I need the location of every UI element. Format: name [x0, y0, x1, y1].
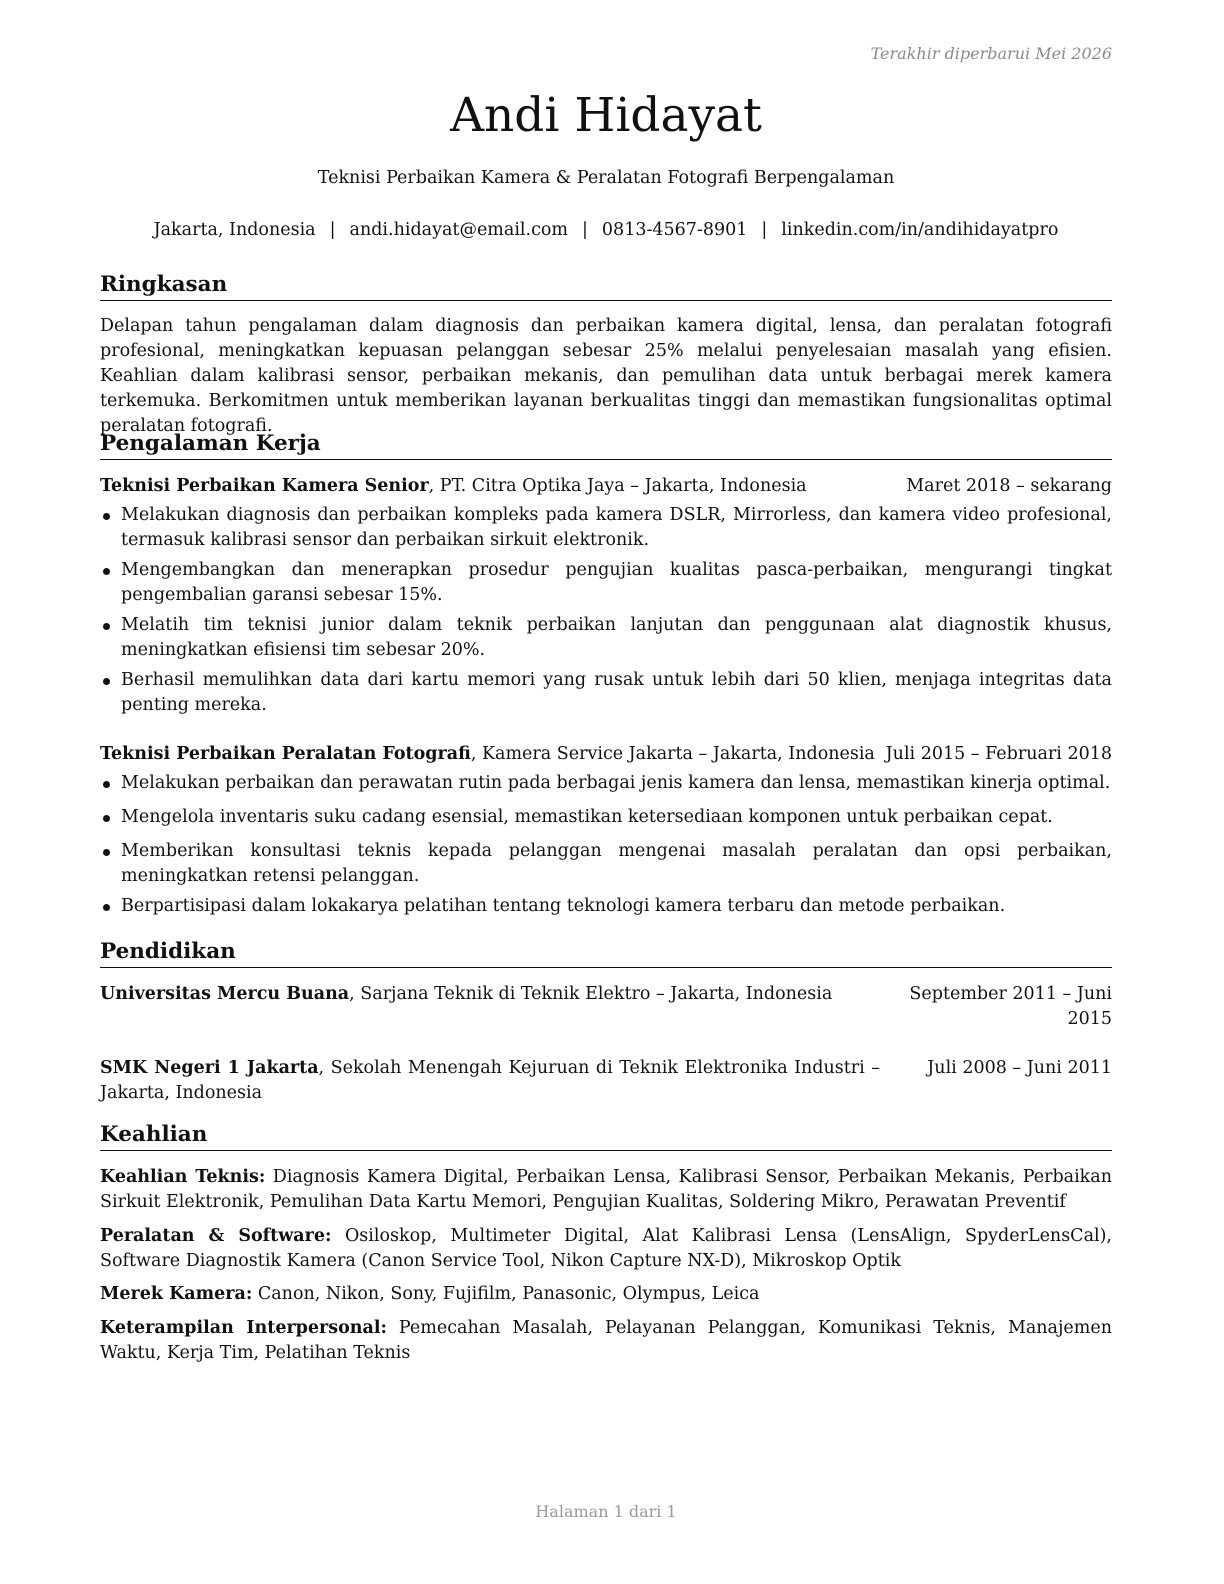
skill-label: Merek Kamera: [100, 1284, 253, 1304]
skill-text: Diagnosis Kamera Digital, Perbaikan Lensa, Kalibrasi Sensor, Perbaikan Mekanis, Perbaikan Sirkuit Elektronik, Pemulihan Data Kartu Memori, Pengujian Kualitas, Soldering Mikro, Perawatan Preventif [100, 1167, 1112, 1212]
last-updated: Terakhir diperbarui Mei 2026 [870, 44, 1112, 63]
job-role: Teknisi Perbaikan Peralatan Fotografi [100, 744, 471, 764]
job-title-line [100, 474, 807, 499]
skill-text: Pemecahan Masalah, Pelayanan Pelanggan, Komunikasi Teknis, Manajemen Waktu, Kerja Tim, Pelatihan Teknis [100, 1318, 1112, 1363]
education-dates: September 2011 – Juni 2015 [909, 984, 1112, 1029]
skill-text: Osiloskop, Multimeter Digital, Alat Kalibrasi Lensa (LensAlign, SpyderLensCal), Software Diagnostik Kamera (Canon Service Tool, Nikon Capture NX-D), Mikroskop Optik [100, 1226, 1112, 1271]
bullet-item: Memberikan konsultasi teknis kepada pelanggan mengenai masalah peralatan dan opsi perbaikan, meningkatkan retensi pelanggan. [100, 839, 1112, 889]
education-line [100, 982, 840, 1032]
candidate-name: Andi Hidayat [450, 88, 762, 143]
skill-group [100, 1165, 1112, 1215]
job-company: , Kamera Service Jakarta – Jakarta, Indonesia [470, 744, 875, 764]
contact-separator: | [329, 220, 336, 240]
contact-phone: 0813-4567-8901 [601, 220, 748, 240]
section-title-skills: Keahlian [100, 1121, 1112, 1151]
job-header [100, 742, 1112, 767]
skill-group [100, 1224, 1112, 1274]
section-title-education: Pendidikan [100, 938, 1112, 968]
job-bullets [100, 503, 1112, 718]
contact-location: Jakarta, Indonesia [153, 220, 316, 240]
bullet-item: Berpartisipasi dalam lokakarya pelatihan tentang teknologi kamera terbaru dan metode perbaikan. [100, 894, 1112, 919]
contact-linkedin[interactable]: linkedin.com/in/andihidayatpro [781, 220, 1059, 240]
skill-group [100, 1282, 1112, 1307]
section-title-summary: Ringkasan [100, 271, 1112, 301]
tagline: Teknisi Perbaikan Kamera & Peralatan Fotografi Berpengalaman [317, 168, 895, 188]
job-bullets [100, 771, 1112, 919]
contact-separator: | [582, 220, 588, 240]
page-number: Halaman 1 dari 1 [535, 1502, 677, 1521]
education-dates: Juli 2008 – Juni 2011 [927, 1058, 1112, 1078]
job-title-line [100, 742, 875, 767]
job-header [100, 474, 1112, 499]
education-school: SMK Negeri 1 Jakarta [100, 1058, 319, 1078]
skill-label: Keahlian Teknis: [100, 1167, 266, 1187]
bullet-item: Melakukan perbaikan dan perawatan rutin pada berbagai jenis kamera dan lensa, memastikan kinerja optimal. [100, 771, 1112, 796]
education-item [100, 1056, 1112, 1106]
section-title-experience: Pengalaman Kerja [100, 430, 1112, 460]
job-role: Teknisi Perbaikan Kamera Senior [100, 476, 429, 496]
skill-text: Canon, Nikon, Sony, Fujifilm, Panasonic, Olympus, Leica [252, 1284, 760, 1304]
contact-email[interactable]: andi.hidayat@email.com [349, 220, 569, 240]
skill-label: Peralatan & Software: [100, 1226, 332, 1246]
bullet-item: Melatih tim teknisi junior dalam teknik perbaikan lanjutan dan penggunaan alat diagnostik khusus, meningkatkan efisiensi tim sebesar 20%. [100, 613, 1112, 663]
education-item [100, 982, 1112, 1032]
summary-text: Delapan tahun pengalaman dalam diagnosis dan perbaikan kamera digital, lensa, dan peralatan fotografi profesional, meningkatkan kepuasan pelanggan sebesar 25% melalui penyelesaian masalah yang efisien. Keahlian dalam kalibrasi sensor, perbaikan mekanis, dan pemulihan data untuk berbagai merek kamera terkemuka. Berkomitmen untuk memberikan layanan berkualitas tinggi dan memastikan fungsionalitas optimal peralatan fotografi. [100, 316, 1112, 436]
education-detail: , Sekolah Menengah Kejuruan di Teknik Elektronika Industri – Jakarta, Indonesia [100, 1058, 880, 1103]
job-dates: Maret 2018 – sekarang [906, 476, 1112, 496]
skill-group [100, 1316, 1112, 1366]
contact-line [100, 220, 1112, 240]
education-line [100, 1056, 880, 1106]
bullet-item: Mengelola inventaris suku cadang esensial, memastikan ketersediaan komponen untuk perbaikan cepat. [100, 805, 1112, 830]
contact-separator: | [761, 220, 768, 240]
job-company: , PT. Citra Optika Jaya – Jakarta, Indonesia [428, 476, 807, 496]
bullet-item: Melakukan diagnosis dan perbaikan kompleks pada kamera DSLR, Mirrorless, dan kamera video profesional, termasuk kalibrasi sensor dan perbaikan sirkuit elektronik. [100, 503, 1112, 553]
bullet-item: Berhasil memulihkan data dari kartu memori yang rusak untuk lebih dari 50 klien, menjaga integritas data penting mereka. [100, 668, 1112, 718]
job-dates: Juli 2015 – Februari 2018 [885, 744, 1112, 764]
education-detail: , Sarjana Teknik di Teknik Elektro – Jakarta, Indonesia [349, 984, 833, 1004]
bullet-item: Mengembangkan dan menerapkan prosedur pengujian kualitas pasca-perbaikan, mengurangi tingkat pengembalian garansi sebesar 15%. [100, 558, 1112, 608]
education-school: Universitas Mercu Buana [100, 984, 350, 1004]
skill-label: Keterampilan Interpersonal: [100, 1318, 387, 1338]
